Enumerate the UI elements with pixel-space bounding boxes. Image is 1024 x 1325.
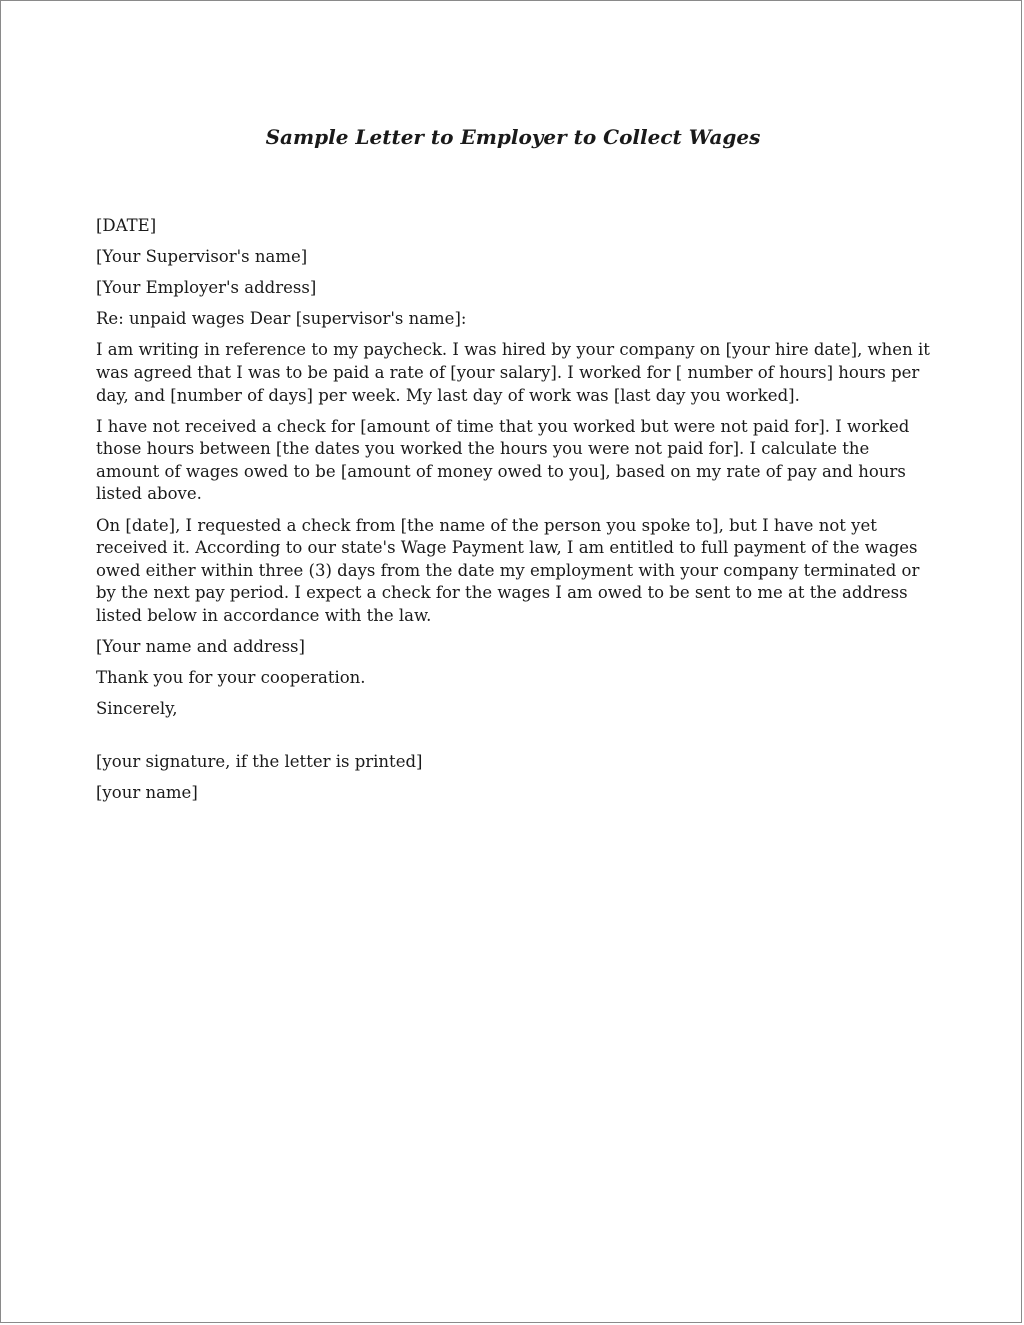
thanks-line: Thank you for your cooperation. [96, 668, 366, 688]
date-line: [DATE] [96, 216, 157, 235]
closing-line: Sincerely, [96, 699, 178, 719]
paragraph-hire-details: I am writing in reference to my paycheck. I was hired by your company on [your hire date], when it was agreed that I was to be paid a rate of [your salary]. I worked for [ number of hours] hours per day, and [number of days] per week. My last day of work was [last day you worked]. [96, 340, 930, 405]
name-address-line: [Your name and address] [96, 637, 305, 656]
re-line: Re: unpaid wages Dear [supervisor's name]: [96, 309, 467, 329]
signature-spacer [96, 729, 936, 751]
letter-body [96, 215, 936, 813]
paragraph-unpaid-hours: I have not received a check for [amount of time that you worked but were not paid for]. I worked those hours between [the dates you worked the hours you were not paid for]. I calculate the amount of wages owed to be [amount of money owed to you], based on my rate of pay and hours listed above. [96, 416, 910, 504]
employer-address-line: [Your Employer's address] [96, 278, 317, 298]
supervisor-name-line: [Your Supervisor's name] [96, 247, 308, 267]
signature-line: [your signature, if the letter is printed] [96, 752, 423, 772]
letter-title: Sample Letter to Employer to Collect Wages [265, 125, 761, 149]
printed-name-line: [your name] [96, 783, 198, 803]
paragraph-payment-request: On [date], I requested a check from [the name of the person you spoke to], but I have not yet received it. According to our state's Wage Payment law, I am entitled to full payment of the wages owed either within three (3) days from the date my employment with your company terminated or by the next pay period. I expect a check for the wages I am owed to be sent to me at the address listed below in accordance with the law. [96, 515, 920, 625]
